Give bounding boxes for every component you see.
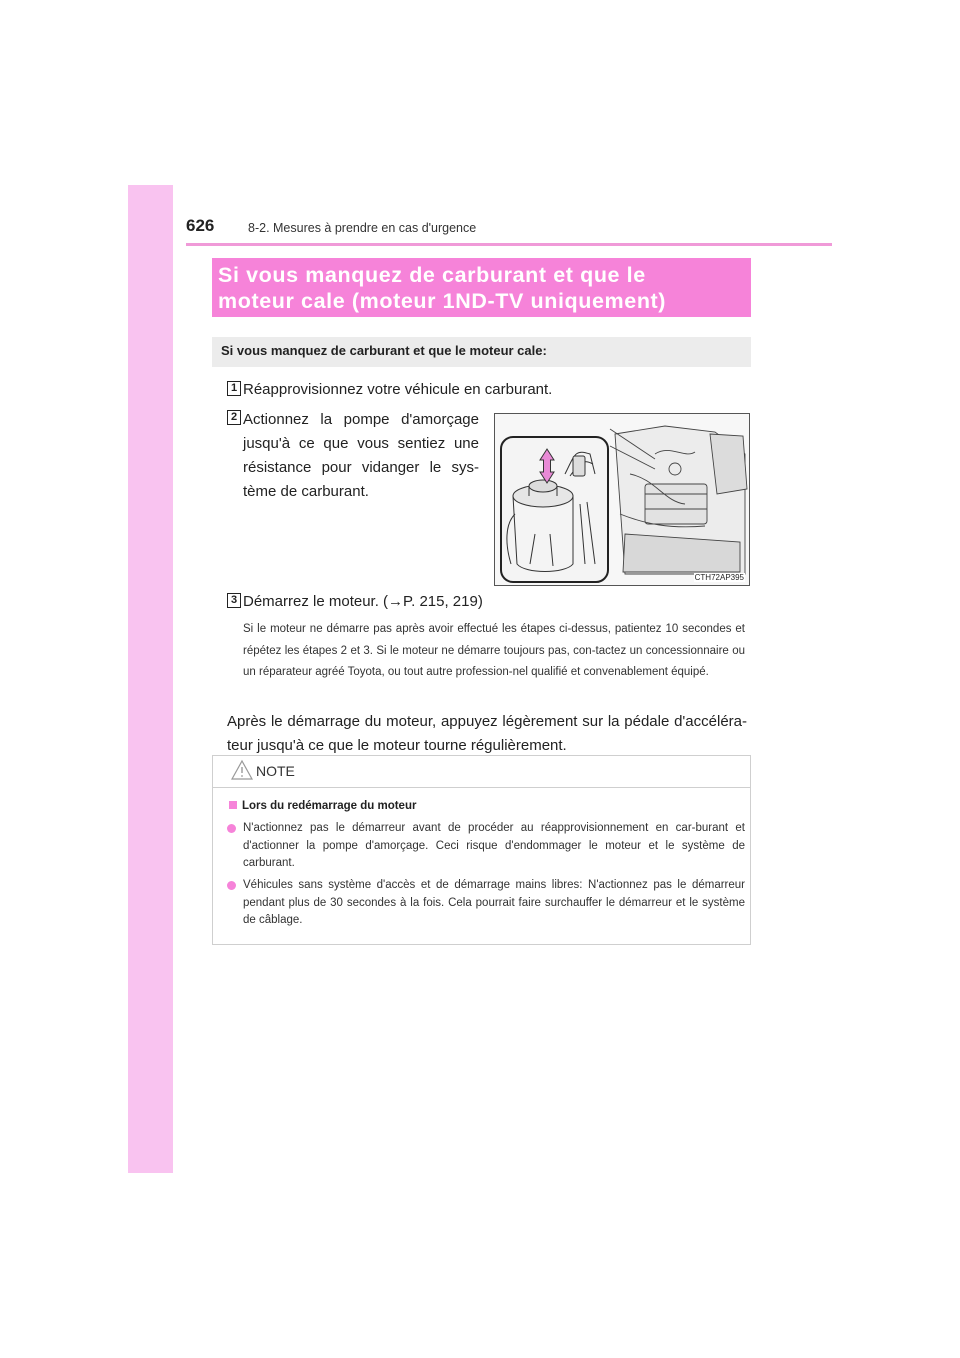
page-title [218, 262, 751, 314]
note-bullet-2-text: Véhicules sans système d'accès et de démarrage mains libres: N'actionnez pas le démarreur pendant plus de 30 secondes à la fois. Cela pourrait faire surchauffer le démarreur et le système de câblage. [243, 879, 745, 926]
after-start-text: Après le démarrage du moteur, appuyez légèrement sur la pédale d'accéléra-teur jusqu'à ce que le moteur tourne régulièrement. [227, 713, 747, 754]
subheading: Si vous manquez de carburant et que le moteur cale: [212, 337, 751, 367]
square-bullet-icon [229, 801, 237, 809]
step-number-1: 1 [227, 381, 241, 396]
engine-illustration [494, 413, 750, 586]
step-number-2: 2 [227, 410, 241, 425]
title-line-2: moteur cale (moteur 1ND-TV uniquement) [218, 289, 667, 313]
figure-code: CTH72AP395 [694, 573, 744, 582]
engine-drawing [495, 414, 750, 586]
note-subheading-text: Lors du redémarrage du moteur [242, 800, 417, 812]
section-label: 8-2. Mesures à prendre en cas d'urgence [248, 221, 477, 235]
step-3-note: Si le moteur ne démarre pas après avoir effectué les étapes ci-dessus, patientez 10 secondes et répétez les étapes 2 et 3. Si le moteur ne démarre toujours pas, con-tactez un concessionnaire ou un réparateur agréé Toyota, ou tout autre profession-nel qualifié et convenablement équipé. [243, 623, 745, 678]
step-number-3: 3 [227, 593, 241, 608]
note-subheading [229, 800, 416, 812]
page-number: 626 [186, 216, 215, 235]
bullet-dot-icon [227, 824, 236, 833]
note-header [213, 756, 750, 788]
header-rule [186, 243, 832, 246]
note-bullet-2 [243, 877, 745, 930]
title-line-1: Si vous manquez de carburant et que le [218, 263, 646, 287]
step-1-text: Réapprovisionnez votre véhicule en carburant. [243, 381, 553, 398]
note-label: NOTE [256, 763, 295, 779]
note-box [212, 755, 751, 945]
side-tab [128, 185, 173, 1173]
step-3-text: Démarrez le moteur. (→P. 215, 219) [243, 593, 483, 610]
warning-triangle-icon [231, 759, 253, 781]
note-bullet-1-text: N'actionnez pas le démarreur avant de procéder au réapprovisionnement en car-burant et d'actionner la pompe d'amorçage. Ceci risque d'endommager le moteur et le système de carburant. [243, 822, 745, 869]
title-banner [212, 258, 751, 317]
note-bullet-1 [243, 820, 745, 873]
bullet-dot-icon [227, 881, 236, 890]
step-2-text: Actionnez la pompe d'amorçage jusqu'à ce que vous sentiez une résistance pour vidanger le sys-tème de carburant. [243, 411, 479, 500]
